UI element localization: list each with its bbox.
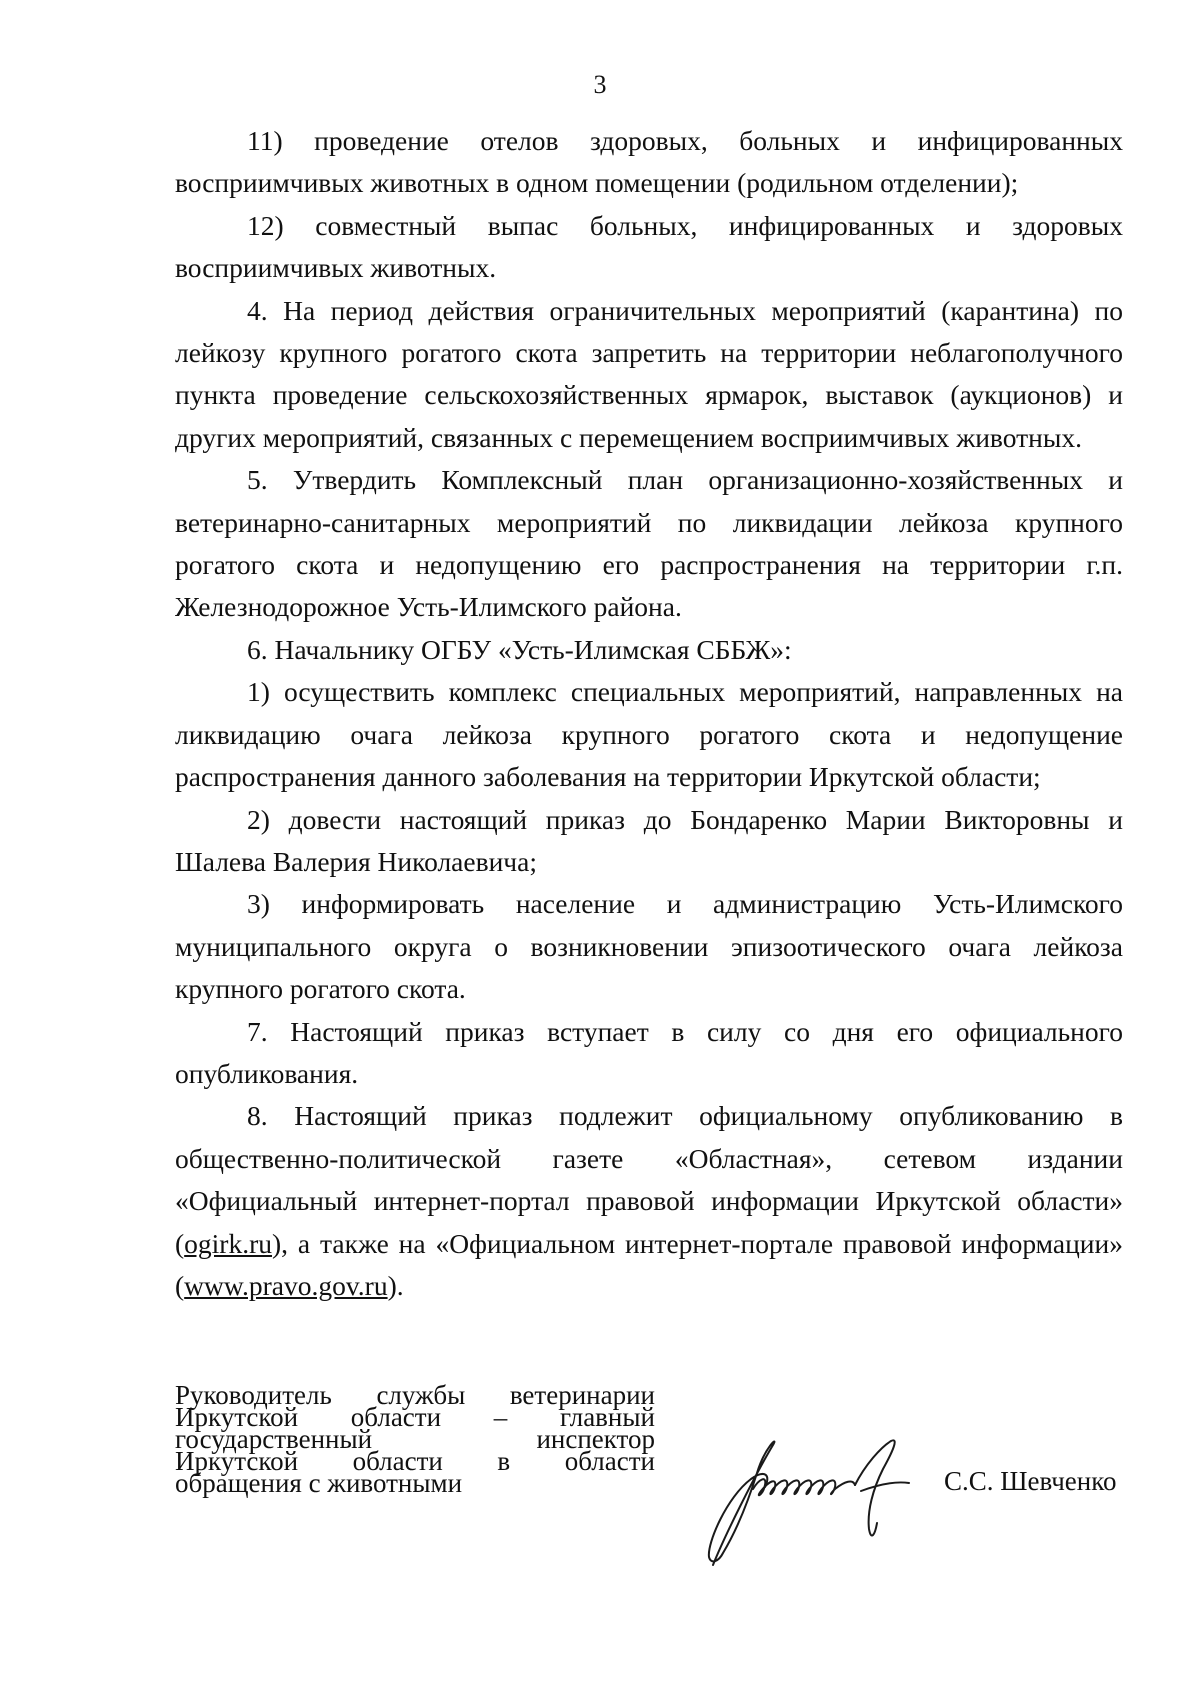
page-number: 3 [593, 70, 607, 99]
signer-title-word: обращения с животными [175, 1468, 463, 1498]
publication-text-2: ), а также на «Официальном интернет-портале правовой информации» ( [175, 1227, 1123, 1301]
signer-title-word: Руководитель [175, 1380, 332, 1410]
paragraph-clause-5: 5. Утвердить Комплексный план организационно-хозяйственных и ветеринарно-санитарных мероприятий по ликвидации лейкоза крупного рогатого скота и недопущению его распространения на территории г.п. Железнодорожное Усть-Илимского района. [175, 464, 1123, 623]
signer-title-word: – [493, 1402, 508, 1432]
document-body [175, 120, 1123, 1307]
link-pravo-gov[interactable]: www.pravo.gov.ru [184, 1269, 388, 1301]
paragraph-item-12: 12) совместный выпас больных, инфицированных и здоровых восприимчивых животных. [175, 209, 1123, 284]
handwritten-signature [695, 1425, 955, 1575]
signer-title-word: в [497, 1446, 511, 1476]
signer-title-word: Иркутской [175, 1402, 299, 1432]
paragraph-clause-6: 6. Начальнику ОГБУ «Усть-Илимская СББЖ»: [247, 633, 792, 665]
publication-text-1: 8. Настоящий приказ подлежит официальному опубликованию в общественно-политической газете «Областная», сетевом издании «Официальный интернет-портал правовой информации Иркутской области» ( [175, 1100, 1123, 1259]
signer-title-word: Иркутской [175, 1446, 299, 1476]
paragraph-clause-6-item-2: 2) довести настоящий приказ до Бондаренко Марии Викторовны и Шалева Валерия Николаевича; [175, 803, 1123, 877]
paragraph-item-11: 11) проведение отелов здоровых, больных и инфицированных восприимчивых животных в одном помещении (родильном отделении); [175, 125, 1123, 199]
signer-title-word: ветеринарии [509, 1380, 655, 1410]
signer-title-word: инспектор [536, 1424, 655, 1454]
paragraph-clause-6-item-1: 1) осуществить комплекс специальных мероприятий, направленных на ликвидацию очага лейкоза крупного рогатого скота и недопущение распространения данного заболевания на территории Иркутской области; [175, 676, 1123, 793]
paragraph-clause-4: 4. На период действия ограничительных мероприятий (карантина) по лейкозу крупного рогатого скота запретить на территории неблагополучного пункта проведение сельскохозяйственных ярмарок, выставок (аукционов) и других мероприятий, связанных с перемещением восприимчивых животных. [175, 294, 1123, 453]
link-ogirk[interactable]: ogirk.ru [184, 1227, 273, 1259]
signer-title-word: области [352, 1446, 443, 1476]
signer-title-word: службы [376, 1380, 466, 1410]
paragraph-clause-8 [175, 1095, 1123, 1307]
paragraph-clause-7: 7. Настоящий приказ вступает в силу со дня его официального опубликования. [175, 1015, 1123, 1089]
signer-title-word: области [350, 1402, 442, 1432]
publication-text-3: ). [387, 1269, 404, 1301]
signer-title-word: главный [560, 1402, 655, 1432]
paragraph-clause-6-item-3: 3) информировать население и администрацию Усть-Илимского муниципального округа о возникновении эпизоотического очага лейкоза крупного рогатого скота. [175, 888, 1123, 1005]
signer-title [175, 1380, 655, 1498]
signer-name: С.С. Шевченко [944, 1466, 1117, 1496]
signer-title-word: области [564, 1446, 655, 1476]
signer-title-word: государственный [175, 1424, 373, 1454]
